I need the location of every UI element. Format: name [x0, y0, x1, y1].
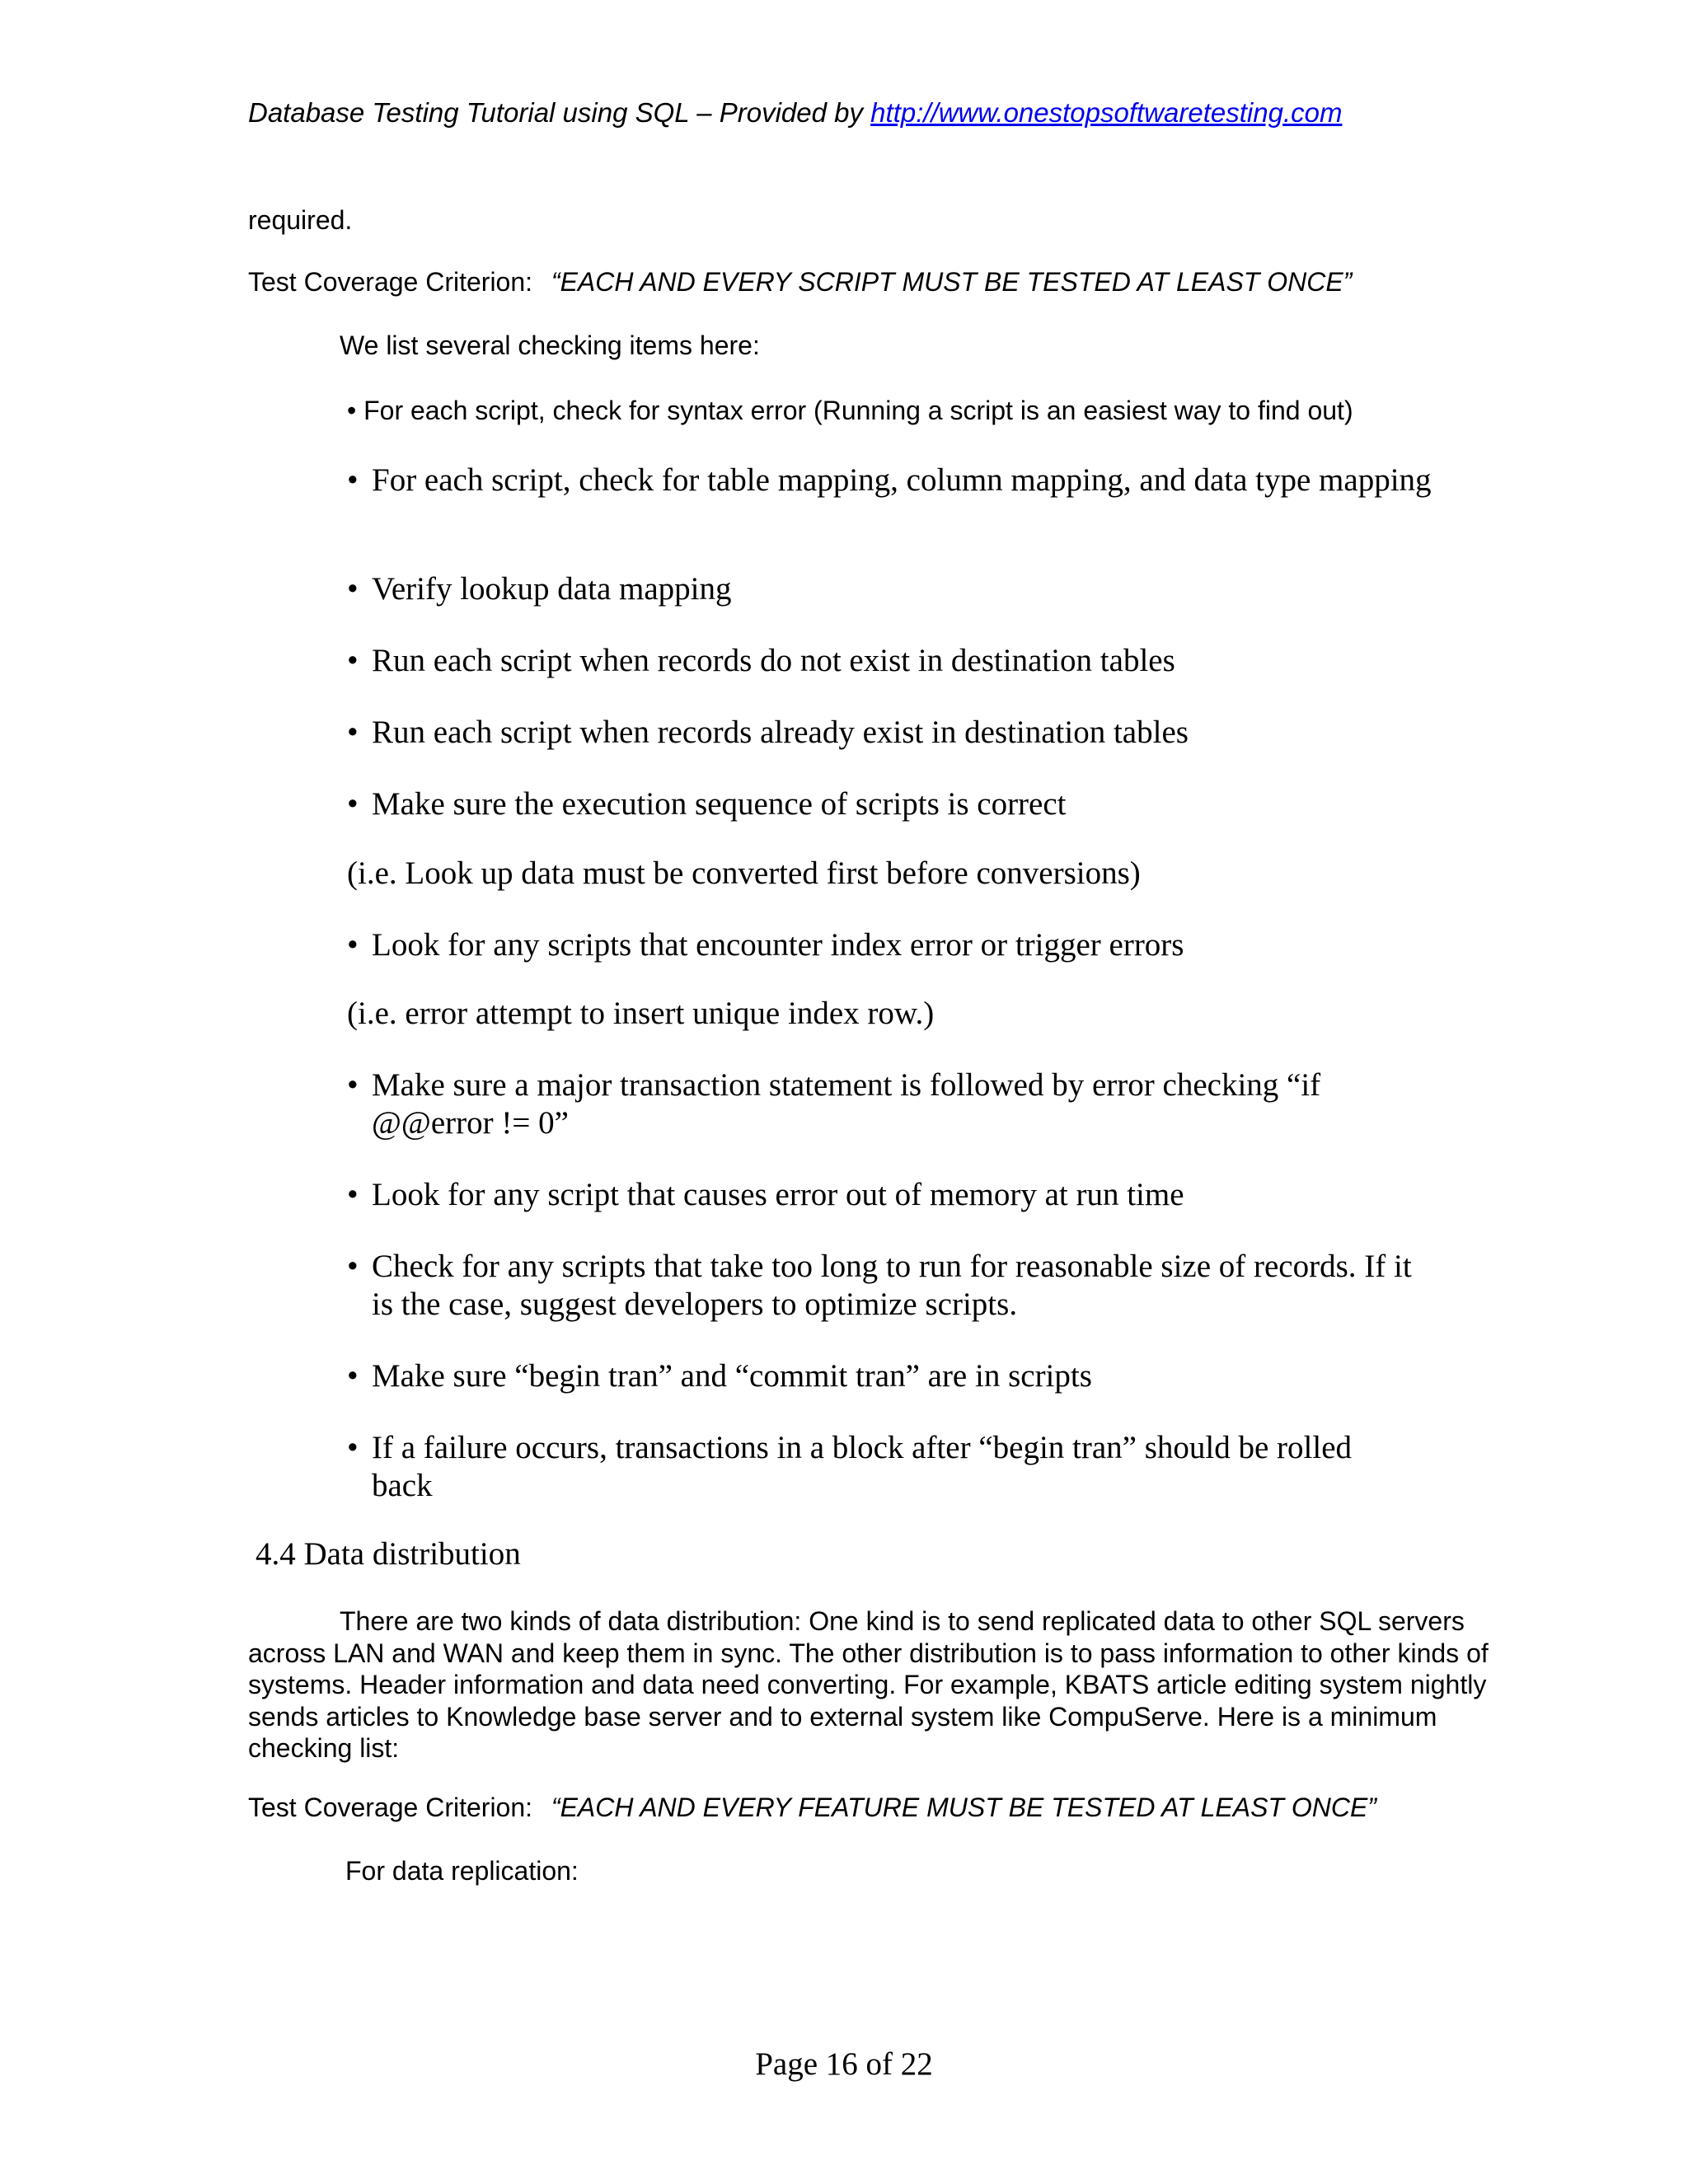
coverage-criterion-features — [248, 1793, 1376, 1823]
checklist-item-text: Verify lookup data mapping — [372, 571, 732, 607]
checklist-item — [347, 785, 1443, 823]
checklist-item-text: Check for any scripts that take too long to run for reasonable size of records. If it is the case, suggest developers to optimize scripts. — [372, 1249, 1412, 1322]
checklist-item-text: Run each script when records do not exist in destination tables — [372, 643, 1175, 678]
checklist-item-text: Make sure a major transaction statement is followed by error checking “if @@error != 0” — [372, 1067, 1321, 1141]
bullet-icon: • — [347, 571, 359, 607]
checklist-item — [347, 1066, 1410, 1142]
bullet-icon: • — [347, 1177, 359, 1212]
criterion-label: Test Coverage Criterion: — [248, 1793, 533, 1822]
coverage-criterion-scripts — [248, 267, 1352, 298]
checklist-item — [347, 1248, 1435, 1324]
continuation-text: required. — [248, 205, 353, 235]
page-header — [248, 97, 1342, 129]
bullet-icon: • — [347, 396, 357, 425]
checklist-item — [347, 642, 1443, 680]
checklist-item — [347, 462, 1443, 499]
replication-label: For data replication: — [345, 1856, 579, 1886]
checklist-item-text: Make sure the execution sequence of scripts is correct — [372, 786, 1067, 822]
checklist-item — [347, 1429, 1410, 1505]
bullet-icon: • — [347, 715, 359, 750]
checklist-item-text: Look for any scripts that encounter index error or trigger errors — [372, 927, 1184, 963]
bullet-icon: • — [347, 462, 359, 498]
bullet-icon: • — [347, 1430, 359, 1465]
checklist-item — [347, 570, 1443, 608]
bullet-icon: • — [347, 786, 359, 822]
note-index-error: (i.e. error attempt to insert unique index row.) — [347, 996, 935, 1031]
criterion-quote: “EACH AND EVERY FEATURE MUST BE TESTED AT LEAST ONCE” — [551, 1793, 1376, 1822]
bullet-icon: • — [347, 1067, 359, 1103]
note-lookup-order: (i.e. Look up data must be converted first before conversions) — [347, 855, 1141, 891]
checklist-item-syntax — [347, 396, 1353, 426]
header-link[interactable]: http://www.onestopsoftwaretesting.com — [870, 97, 1343, 128]
bullet-icon: • — [347, 927, 359, 963]
checklist-item-text: For each script, check for table mapping, column mapping, and data type mapping — [372, 462, 1432, 498]
checklist-item-text: If a failure occurs, transactions in a block after “begin tran” should be rolled back — [372, 1430, 1353, 1503]
checklist-item-text: Run each script when records already exist in destination tables — [372, 715, 1189, 750]
checklist-item — [347, 1357, 1443, 1395]
header-title: Database Testing Tutorial using SQL – Provided by — [248, 97, 871, 128]
page-number: Page 16 of 22 — [755, 2046, 933, 2082]
checklist-item-text: For each script, check for syntax error (Running a script is an easiest way to find out) — [363, 396, 1353, 425]
checklist-item-text: Make sure “begin tran” and “commit tran” are in scripts — [372, 1358, 1092, 1394]
bullet-icon: • — [347, 1249, 359, 1284]
checking-items-intro: We list several checking items here: — [340, 330, 760, 360]
section-heading: 4.4 Data distribution — [256, 1536, 521, 1572]
section-paragraph: There are two kinds of data distribution: One kind is to send replicated data to other SQL servers across LAN and WAN and keep them in sync. The other distribution is to pass information to other kinds of systems. Header information and data need converting. For example, KBATS article editing system nightly sends articles to Knowledge base server and to external system like CompuServe. Here is a minimum checking list: — [248, 1606, 1489, 1763]
checklist-item-text: Look for any script that causes error out of memory at run time — [372, 1177, 1184, 1212]
bullet-icon: • — [347, 643, 359, 678]
checklist-item — [347, 1176, 1443, 1214]
criterion-label: Test Coverage Criterion: — [248, 267, 533, 297]
checklist-item — [347, 714, 1443, 752]
bullet-icon: • — [347, 1358, 359, 1394]
criterion-quote: “EACH AND EVERY SCRIPT MUST BE TESTED AT LEAST ONCE” — [551, 267, 1353, 297]
checklist-item — [347, 926, 1443, 964]
